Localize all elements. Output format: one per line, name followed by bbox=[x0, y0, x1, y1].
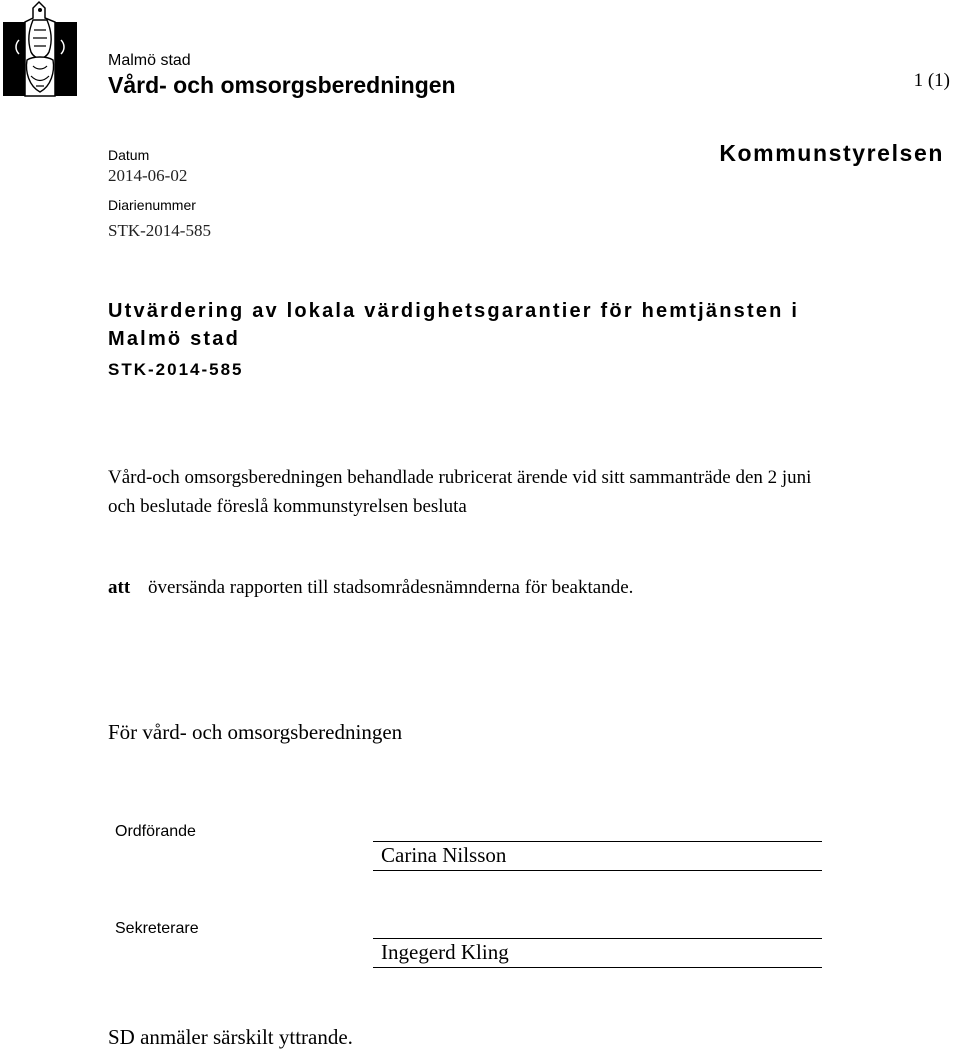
date-label: Datum bbox=[108, 147, 150, 163]
recipient-name: Kommunstyrelsen bbox=[719, 140, 944, 166]
signature-underline-secretary bbox=[373, 967, 822, 968]
subject-reference: STK-2014-585 bbox=[108, 360, 244, 379]
decision-text: översända rapporten till stadsområdesnämnderna för beaktande. bbox=[148, 577, 634, 598]
department-name: Vård- och omsorgsberedningen bbox=[108, 72, 456, 98]
signature-name-chair: Carina Nilsson bbox=[381, 843, 507, 867]
page-number: 1 (1) bbox=[913, 70, 950, 91]
signature-name-secretary: Ingegerd Kling bbox=[381, 940, 509, 964]
signature-role-secretary: Sekreterare bbox=[115, 920, 199, 937]
signature-line-chair bbox=[373, 841, 822, 842]
diarienummer-label: Diarienummer bbox=[108, 197, 196, 213]
decision-att-word: att bbox=[108, 577, 131, 598]
footer-note: SD anmäler särskilt yttrande. bbox=[108, 1025, 353, 1049]
organization-name: Malmö stad bbox=[108, 52, 191, 69]
subject-title-line-1: Utvärdering av lokala värdighetsgarantier för hemtjänsten i bbox=[108, 300, 800, 322]
signature-for-line: För vård- och omsorgsberedningen bbox=[108, 720, 403, 744]
signature-underline-chair bbox=[373, 870, 822, 871]
diarienummer-value: STK-2014-585 bbox=[108, 221, 211, 240]
body-paragraph-line-2: och beslutade föreslå kommunstyrelsen besluta bbox=[108, 496, 467, 517]
date-value: 2014-06-02 bbox=[108, 166, 188, 185]
malmo-coat-of-arms-logo bbox=[3, 0, 77, 98]
signature-line-secretary bbox=[373, 938, 822, 939]
signature-role-chair: Ordförande bbox=[115, 823, 196, 840]
body-paragraph-line-1: Vård-och omsorgsberedningen behandlade rubricerat ärende vid sitt sammanträde den 2 juni bbox=[108, 467, 812, 488]
subject-title-line-2: Malmö stad bbox=[108, 328, 241, 350]
